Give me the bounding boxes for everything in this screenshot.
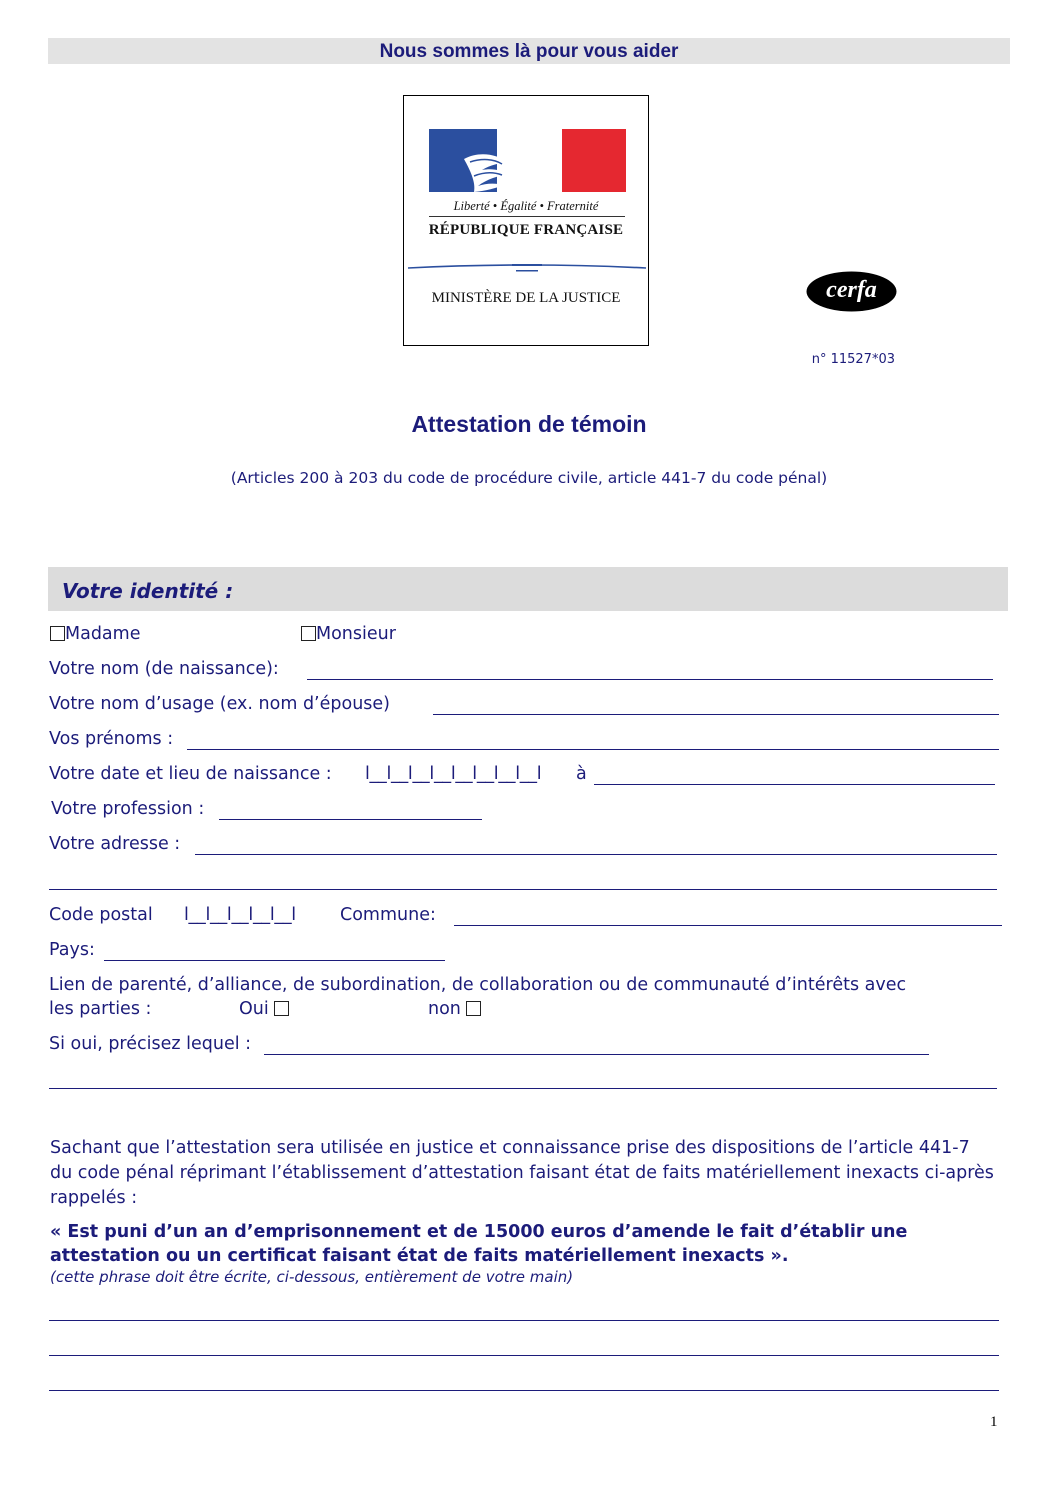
marianne-flag-icon	[404, 96, 650, 196]
logo-motto: Liberté • Égalité • Fraternité	[453, 199, 599, 213]
country-label: Pays:	[49, 940, 95, 960]
address-label: Votre adresse :	[49, 834, 181, 854]
declaration-paragraph: Sachant que l’attestation sera utilisée en justice et connaissance prise des dispositions de l’article 441-7 du code pénal réprimant l’établissement d’attestation faisant état de faits matériellement inexacts ci-après rappelés :	[50, 1138, 994, 1208]
declaration-quote: « Est puni d’un an d’emprisonnement et de 15000 euros d’amende le fait d’établir une attestation ou un certificat faisant état de faits matériellement inexacts ».	[50, 1222, 908, 1266]
relation-label-2: les parties :	[49, 999, 152, 1019]
relation-label: Lien de parenté, d’alliance, de subordination, de collaboration ou de communauté d’intérêts avec	[49, 975, 907, 995]
page-subtitle: (Articles 200 à 203 du code de procédure civile, article 441-7 du code pénal)	[230, 469, 828, 487]
cerfa-logo	[806, 271, 897, 312]
postal-code-label: Code postal	[49, 905, 153, 925]
birth-name-field[interactable]	[307, 679, 993, 680]
postal-code-field[interactable]: l__l__l__l__l__l	[184, 905, 296, 925]
usage-name-field[interactable]	[433, 714, 999, 715]
relation-yes-option[interactable]	[239, 999, 289, 1019]
madame-checkbox[interactable]	[50, 626, 65, 641]
madame-label: Madame	[65, 624, 141, 644]
usage-name-label: Votre nom d’usage (ex. nom d’épouse)	[49, 694, 391, 714]
page-title: Attestation de témoin	[411, 411, 647, 437]
section-identity-title: Votre identité :	[62, 579, 234, 603]
birth-place-at-label: à	[576, 764, 587, 784]
cerfa-number: n° 11527*03	[811, 352, 895, 367]
handwritten-line-2[interactable]	[49, 1355, 999, 1356]
monsieur-label: Monsieur	[316, 624, 396, 644]
commune-field[interactable]	[454, 925, 1002, 926]
marianne-logo	[403, 95, 649, 346]
country-field[interactable]	[104, 960, 445, 961]
logo-divider-icon	[404, 260, 650, 280]
profession-label: Votre profession :	[51, 799, 205, 819]
page-number: 1	[990, 1414, 998, 1430]
if-yes-label: Si oui, précisez lequel :	[49, 1034, 252, 1054]
if-yes-field-line-2[interactable]	[49, 1088, 997, 1089]
monsieur-checkbox[interactable]	[301, 626, 316, 641]
top-banner	[48, 38, 1010, 64]
handwritten-line-1[interactable]	[49, 1320, 999, 1321]
relation-no-label: non	[428, 999, 461, 1019]
banner-text: Nous sommes là pour vous aider	[379, 41, 679, 62]
cerfa-logo-text: cerfa	[826, 277, 877, 303]
relation-yes-label: Oui	[239, 999, 269, 1019]
birth-date-label: Votre date et lieu de naissance :	[49, 764, 332, 784]
motto-rule	[429, 216, 625, 217]
relation-no-option[interactable]	[428, 999, 481, 1019]
address-field[interactable]	[195, 854, 997, 855]
commune-label: Commune:	[340, 905, 436, 925]
if-yes-field[interactable]	[264, 1054, 929, 1055]
declaration-note: (cette phrase doit être écrite, ci-dessous, entièrement de votre main)	[50, 1268, 574, 1286]
monsieur-option[interactable]	[301, 624, 396, 644]
relation-no-checkbox[interactable]	[466, 1001, 481, 1016]
birth-place-field[interactable]	[594, 784, 995, 785]
address-field-line-2[interactable]	[49, 889, 997, 890]
profession-field[interactable]	[219, 819, 482, 820]
birth-date-field[interactable]: l__l__l__l__l__l__l__l__l	[365, 764, 542, 784]
madame-option[interactable]	[50, 624, 140, 644]
logo-republic: RÉPUBLIQUE FRANÇAISE	[428, 222, 624, 238]
birth-name-label: Votre nom (de naissance):	[49, 659, 279, 679]
relation-yes-checkbox[interactable]	[274, 1001, 289, 1016]
section-identity-header	[48, 567, 1008, 611]
handwritten-line-3[interactable]	[49, 1390, 999, 1391]
first-names-field[interactable]	[187, 749, 999, 750]
logo-ministry: MINISTÈRE DE LA JUSTICE	[431, 290, 621, 306]
first-names-label: Vos prénoms :	[49, 729, 174, 749]
